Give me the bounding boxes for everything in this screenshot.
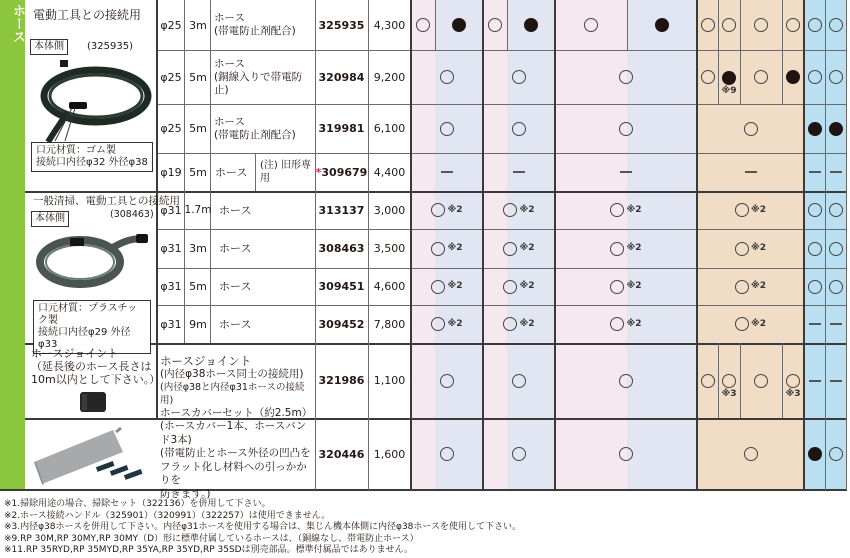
- compat-mark: [697, 153, 804, 191]
- circle-icon: [503, 242, 517, 256]
- compat-mark: [411, 343, 483, 418]
- compat-mark: [825, 305, 847, 343]
- compat-mark: [411, 153, 483, 191]
- compat-mark: [825, 268, 847, 305]
- circle-icon: [744, 122, 758, 136]
- footnote-ref: ※3: [721, 389, 737, 399]
- compat-mark: [483, 418, 555, 490]
- desc-line: ホースジョイント: [160, 353, 252, 368]
- compat-mark: [804, 418, 825, 490]
- compat-mark: [782, 0, 804, 50]
- circle-icon: [829, 203, 843, 217]
- compat-mark: [804, 191, 825, 229]
- callout-material: 口元材質：プラスチック製: [38, 303, 138, 326]
- desc-line: (内径φ38ホース同士の接続用): [160, 367, 304, 380]
- group3-title: [31, 347, 160, 386]
- compat-mark: [825, 343, 847, 418]
- dash-icon: [809, 171, 821, 173]
- circle-icon: [735, 242, 749, 256]
- filled-circle-icon: [786, 70, 800, 84]
- compat-mark: [782, 343, 804, 418]
- compat-mark: [411, 268, 483, 305]
- filled-circle-icon: [655, 18, 669, 32]
- compat-mark: [555, 305, 697, 343]
- compat-mark: [483, 268, 555, 305]
- compat-mark: [697, 343, 718, 418]
- circle-icon: [610, 317, 624, 331]
- row0-description: [211, 0, 315, 50]
- callout-material: 口元材質：ゴム製: [36, 145, 116, 156]
- circle-icon: [503, 317, 517, 331]
- compat-mark: [411, 305, 483, 343]
- circle-icon: [584, 18, 598, 32]
- compat-mark: [740, 0, 782, 50]
- row6-part-code: 309451: [318, 280, 365, 293]
- circle-icon: [735, 317, 749, 331]
- group1-ref-code: (325935): [87, 41, 133, 52]
- circle-icon: [431, 280, 445, 294]
- circle-icon: [829, 447, 843, 461]
- circle-icon: [735, 203, 749, 217]
- category-sidebar: [0, 0, 25, 490]
- compat-mark: [697, 418, 804, 490]
- compat-mark: [740, 50, 782, 104]
- compat-mark: [411, 229, 483, 268]
- compat-mark: [697, 229, 804, 268]
- row4-length: 1.7m: [184, 203, 212, 216]
- group2-tag: 本体側: [31, 211, 69, 227]
- circle-icon: [431, 317, 445, 331]
- dash-icon: [441, 171, 453, 173]
- code-value: 309679: [321, 165, 368, 179]
- compat-mark: [411, 191, 483, 229]
- row9-part-code: 320446: [318, 447, 365, 461]
- row3-diameter: φ19: [160, 165, 182, 179]
- desc-line: ホース: [214, 115, 245, 128]
- circle-icon: [610, 242, 624, 256]
- row2-part-code: 319981: [318, 122, 365, 135]
- compat-mark: [804, 104, 825, 153]
- circle-icon: [512, 374, 526, 388]
- compat-mark: [411, 0, 435, 50]
- footnote-ref: ※2: [519, 281, 535, 291]
- compat-mark: [555, 104, 697, 153]
- circle-icon: [610, 280, 624, 294]
- row7-length: 9m: [189, 317, 207, 331]
- filled-circle-icon: [524, 18, 538, 32]
- desc-line: フラット化し材料への引っかかりを: [160, 460, 307, 487]
- dash-icon: [809, 323, 821, 325]
- compat-mark: [507, 0, 555, 50]
- compat-mark: [804, 0, 825, 50]
- callout-diameter: 接続口内径φ32 外径φ38: [36, 157, 148, 168]
- row5-part-code: 308463: [318, 242, 365, 255]
- circle-icon: [488, 18, 502, 32]
- circle-icon: [440, 447, 454, 461]
- compat-mark: [804, 305, 825, 343]
- filled-circle-icon: [722, 71, 736, 85]
- dash-icon: [830, 380, 842, 382]
- circle-icon: [431, 203, 445, 217]
- footnote-ref: ※2: [447, 281, 463, 291]
- row9-price: 1,600: [373, 447, 406, 461]
- joint-title: ホースジョイント: [31, 347, 119, 360]
- circle-icon: [619, 122, 633, 136]
- footnote-ref: ※2: [519, 204, 535, 215]
- row4-price: 3,000: [373, 203, 406, 217]
- footnote-ref: ※2: [519, 318, 535, 329]
- compat-mark: [411, 418, 483, 490]
- joint-note-1: （延長後のホース長さは: [31, 360, 152, 373]
- group2-callout: [33, 300, 151, 354]
- filled-circle-icon: [808, 447, 822, 461]
- hose-joint-image: [78, 390, 108, 414]
- circle-icon: [829, 242, 843, 256]
- row5-diameter: φ31: [160, 242, 182, 255]
- compat-mark: [697, 191, 804, 229]
- compat-mark: [555, 229, 697, 268]
- compat-mark: [627, 0, 697, 50]
- dash-icon: [830, 323, 842, 325]
- row7-description: ホース: [219, 317, 252, 331]
- footnote-11: ※11.RP 35RYD,RP 35MYD,RP 35YA,RP 35YD,RP 35SDは別売部品。標準付属品ではありません。: [4, 545, 414, 555]
- compat-mark: [555, 0, 627, 50]
- circle-icon: [808, 280, 822, 294]
- desc-line: (帯電防止剤配合): [214, 25, 296, 37]
- compat-mark: [555, 343, 697, 418]
- compat-mark: [804, 229, 825, 268]
- callout-diameter: 接続口内径φ29 外径φ33: [38, 327, 131, 350]
- row2-price: 6,100: [373, 122, 406, 135]
- compat-mark: [718, 50, 740, 104]
- compat-mark: [825, 229, 847, 268]
- compat-mark: [483, 305, 555, 343]
- circle-icon: [512, 70, 526, 84]
- row7-part-code: 309452: [318, 317, 365, 331]
- row2-diameter: φ25: [160, 122, 182, 135]
- compat-mark: [697, 305, 804, 343]
- footnote-3: ※3.内径φ38ホースを併用して下さい。内径φ31ホースを使用する場合は、集じん機本体側に内径φ38ホースを使用して下さい。: [4, 522, 521, 532]
- compat-mark: [804, 153, 825, 191]
- compat-mark: [825, 50, 847, 104]
- circle-icon: [512, 122, 526, 136]
- compat-mark: [483, 229, 555, 268]
- desc-line: ホース: [214, 57, 245, 70]
- row5-description: ホース: [219, 242, 252, 255]
- row0-price: 4,300: [373, 18, 406, 32]
- footnote-ref: ※2: [447, 204, 463, 215]
- circle-icon: [786, 18, 800, 32]
- desc-line: ホースカバーセット（約2.5m）: [160, 406, 313, 419]
- group1-callout: [31, 142, 153, 172]
- circle-icon: [808, 203, 822, 217]
- group1-tag: 本体側: [30, 39, 68, 55]
- circle-icon: [440, 122, 454, 136]
- compat-mark: [804, 343, 825, 418]
- desc-line: (帯電防止とホース外径の凹凸を: [160, 447, 311, 460]
- row7-price: 7,800: [373, 317, 406, 331]
- row5-length: 3m: [189, 242, 207, 255]
- joint-note-2: 10m以内として下さい。）: [31, 373, 161, 386]
- hose-cover-image: [28, 422, 153, 486]
- footnote-ref: ※3: [785, 389, 801, 399]
- footnote-2: ※2.ホース接続ハンドル（325901）（320991）（322257）は使用できません。: [4, 510, 331, 521]
- compat-mark: [825, 191, 847, 229]
- compat-mark: [555, 153, 697, 191]
- compat-mark: [483, 104, 555, 153]
- dash-icon: [830, 171, 842, 173]
- circle-icon: [744, 447, 758, 461]
- footnote-1: ※1.掃除用途の場合、掃除セット（322136）を併用して下さい。: [4, 499, 271, 509]
- compat-mark: [483, 343, 555, 418]
- circle-icon: [754, 374, 768, 388]
- compat-mark: [555, 418, 697, 490]
- compat-mark: [740, 343, 782, 418]
- circle-icon: [808, 18, 822, 32]
- compat-mark: [697, 50, 718, 104]
- row2-description: [211, 104, 315, 153]
- row7-diameter: φ31: [160, 317, 182, 331]
- circle-icon: [808, 242, 822, 256]
- footnotes: [4, 499, 850, 557]
- circle-icon: [754, 18, 768, 32]
- compat-mark: [697, 268, 804, 305]
- row3-note: (注) 旧形専用: [260, 160, 311, 184]
- circle-icon: [754, 70, 768, 84]
- row4-part-code: 313137: [318, 203, 365, 217]
- row6-price: 4,600: [373, 280, 406, 293]
- dash-icon: [620, 171, 632, 173]
- row2-length: 5m: [189, 122, 207, 135]
- desc-line: (銅線入りで帯電防止): [214, 70, 303, 96]
- compat-mark: [718, 343, 740, 418]
- desc-line: ホース: [214, 12, 245, 24]
- compat-mark: [555, 191, 697, 229]
- circle-icon: [701, 70, 715, 84]
- black-hose-image: [30, 56, 155, 146]
- compat-mark: [782, 50, 804, 104]
- compat-mark: [483, 50, 555, 104]
- dash-icon: [809, 380, 821, 382]
- row8-price: 1,100: [373, 374, 406, 387]
- group2-ref-code: (308463): [110, 209, 154, 220]
- dash-icon: [745, 171, 757, 173]
- compat-mark: [804, 50, 825, 104]
- footnote-ref: ※2: [626, 204, 642, 215]
- footnote-ref: ※2: [447, 243, 463, 253]
- compat-mark: [483, 153, 555, 191]
- circle-icon: [440, 374, 454, 388]
- category-label: ホース: [10, 4, 25, 43]
- compat-mark: [697, 0, 718, 50]
- circle-icon: [829, 70, 843, 84]
- compat-mark: [825, 418, 847, 490]
- circle-icon: [503, 280, 517, 294]
- compat-mark: [555, 268, 697, 305]
- compat-mark: [825, 153, 847, 191]
- row5-price: 3,500: [373, 242, 406, 255]
- circle-icon: [829, 18, 843, 32]
- footnote-ref: ※2: [626, 281, 642, 291]
- circle-icon: [701, 374, 715, 388]
- filled-circle-icon: [829, 122, 843, 136]
- circle-icon: [619, 70, 633, 84]
- compat-mark: [804, 268, 825, 305]
- circle-icon: [431, 242, 445, 256]
- circle-icon: [416, 18, 430, 32]
- compat-mark: [825, 0, 847, 50]
- circle-icon: [610, 203, 624, 217]
- row3-part-code: [315, 153, 368, 191]
- group2-title: 一般清掃、電動工具との接続用: [33, 195, 180, 207]
- row0-part-code: 325935: [318, 18, 365, 32]
- row6-description: ホース: [219, 280, 252, 293]
- circle-icon: [440, 70, 454, 84]
- row1-description: [211, 50, 315, 104]
- circle-icon: [701, 18, 715, 32]
- footnote-ref: ※2: [750, 243, 766, 253]
- compat-mark: [411, 104, 483, 153]
- filled-circle-icon: [452, 18, 466, 32]
- footnote-ref: ※2: [750, 281, 766, 291]
- compat-mark: [483, 0, 507, 50]
- circle-icon: [619, 374, 633, 388]
- circle-icon: [808, 70, 822, 84]
- circle-icon: [722, 18, 736, 32]
- circle-icon: [512, 447, 526, 461]
- circle-icon: [503, 203, 517, 217]
- compat-mark: [825, 104, 847, 153]
- compat-mark: [697, 104, 804, 153]
- circle-icon: [829, 280, 843, 294]
- row0-diameter: φ25: [160, 18, 182, 32]
- circle-icon: [722, 374, 736, 388]
- row1-part-code: 320984: [318, 70, 365, 84]
- desc-line: (帯電防止剤配合): [214, 128, 296, 141]
- compat-mark: [555, 50, 697, 104]
- desc-line: 防ぎます。): [160, 487, 211, 500]
- footnote-ref: ※2: [626, 243, 642, 253]
- compat-mark: [483, 191, 555, 229]
- footnote-ref: ※2: [626, 318, 642, 329]
- footnote-ref: ※2: [447, 318, 463, 329]
- desc-line: (内径φ38と内径φ31ホースの接続用): [160, 381, 305, 406]
- row3-length: 5m: [189, 165, 207, 179]
- row8-part-code: 321986: [318, 374, 365, 387]
- row0-length: 3m: [189, 18, 207, 32]
- row9-description: [157, 406, 315, 500]
- compat-mark: [411, 50, 483, 104]
- footnote-9: ※9.RP 30M,RP 30MY,RP 30MY（D）形に標準付属しているホースは、（銅線なし、帯電防止ホース）: [4, 533, 419, 544]
- circle-icon: [735, 280, 749, 294]
- row1-diameter: φ25: [160, 70, 182, 84]
- circle-icon: [786, 374, 800, 388]
- dash-icon: [513, 171, 525, 173]
- compat-mark: [435, 0, 483, 50]
- compat-mark: [718, 0, 740, 50]
- grey-hose-image: [32, 226, 154, 301]
- row4-diameter: φ31: [160, 203, 182, 217]
- desc-line: (ホースカバー1本、ホースバンド3本): [160, 420, 307, 446]
- filled-circle-icon: [808, 122, 822, 136]
- row1-length: 5m: [189, 70, 207, 84]
- footnote-ref: ※2: [519, 243, 535, 253]
- row6-length: 5m: [189, 280, 207, 293]
- footnote-ref: ※2: [750, 204, 766, 215]
- row3-price: 4,400: [373, 165, 406, 179]
- footnote-ref: ※2: [750, 318, 766, 329]
- discontinued-star: *: [315, 165, 322, 179]
- row4-description: ホース: [219, 203, 252, 217]
- row3-description: ホース: [215, 165, 248, 179]
- footnote-ref: ※9: [721, 85, 737, 96]
- row1-price: 9,200: [373, 70, 406, 84]
- row6-diameter: φ31: [160, 280, 182, 293]
- group1-title: 電動工具との接続用: [33, 8, 142, 22]
- circle-icon: [619, 447, 633, 461]
